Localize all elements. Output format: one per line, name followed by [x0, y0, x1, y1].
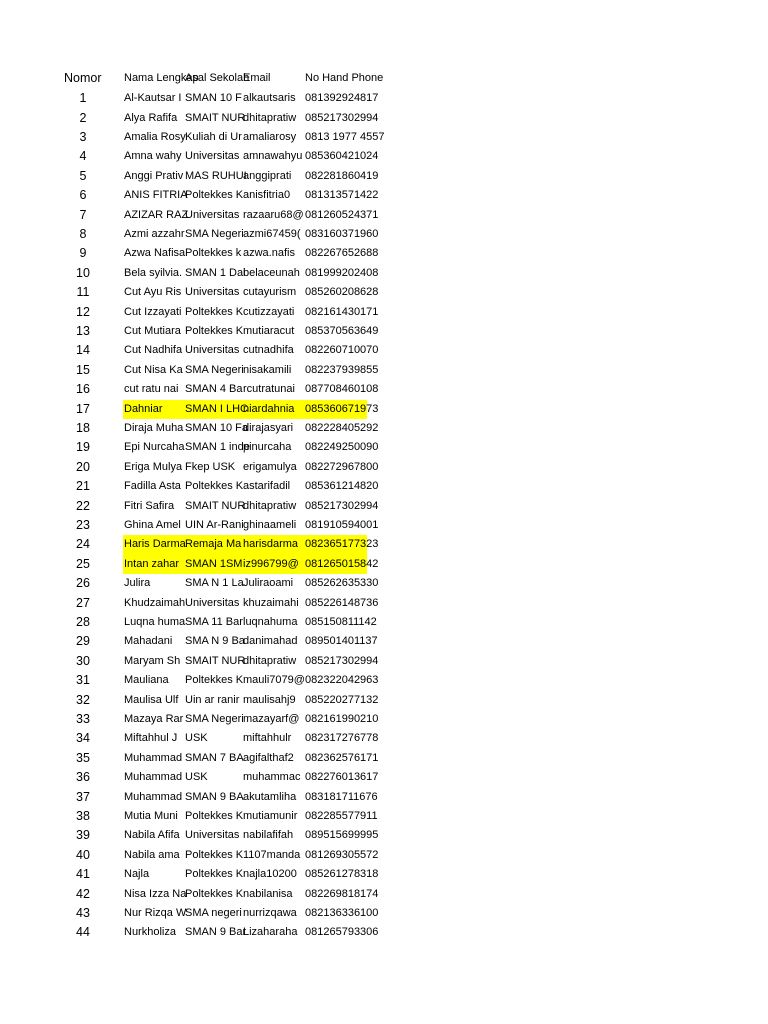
cell-email[interactable]: Lizaharaha — [243, 926, 298, 939]
cell-nomor[interactable]: 29 — [76, 634, 90, 649]
cell-asal[interactable]: Poltekkes K — [185, 848, 244, 861]
cell-asal[interactable]: SMAN 1 Dai — [185, 266, 246, 279]
cell-email[interactable]: azmi67459( — [243, 228, 301, 240]
cell-nomor[interactable]: 16 — [76, 382, 90, 397]
cell-email[interactable]: cutayurism — [243, 286, 297, 299]
cell-hp[interactable]: 082281860419 — [305, 169, 379, 182]
cell-hp[interactable]: 082237939855 — [305, 363, 379, 376]
cell-email[interactable]: pinurcaha — [243, 441, 292, 454]
cell-asal[interactable]: SMAN 1SM — [185, 557, 243, 570]
cell-nama[interactable]: Cut Nisa Ka — [124, 363, 183, 376]
cell-asal[interactable]: Universitas — [185, 344, 240, 357]
table-row — [0, 147, 768, 166]
cell-nomor[interactable]: 5 — [79, 168, 87, 183]
cell-hp[interactable]: 089515699995 — [305, 829, 379, 842]
table-row — [0, 613, 768, 632]
cell-nama[interactable]: Muhammad — [124, 790, 183, 803]
table-row — [0, 341, 768, 360]
cell-email[interactable]: cutnadhifa — [243, 344, 294, 357]
cell-hp[interactable]: 085261278318 — [305, 868, 379, 881]
cell-nama[interactable]: Alya Rafifa — [124, 111, 178, 124]
table-row — [0, 632, 768, 651]
cell-email[interactable]: belaceunah — [243, 266, 300, 279]
cell-asal[interactable]: SMA negeri — [185, 907, 242, 919]
cell-nomor[interactable]: 19 — [76, 440, 90, 455]
cell-nama[interactable]: Cut Nadhifa — [124, 344, 183, 357]
cell-asal[interactable]: Poltekkes K — [185, 305, 244, 318]
cell-nomor[interactable]: 10 — [76, 265, 90, 280]
table-row — [0, 671, 768, 690]
cell-nomor[interactable]: 12 — [76, 304, 90, 319]
cell-email[interactable]: dhitapratiw — [243, 654, 297, 667]
cell-nama[interactable]: cut ratu nai — [124, 383, 179, 396]
table-row — [0, 904, 768, 923]
cell-asal[interactable]: Poltekkes K — [185, 868, 244, 881]
cell-nama[interactable]: Amna wahy — [124, 150, 182, 163]
table-row — [0, 574, 768, 593]
cell-nomor[interactable]: 21 — [76, 479, 90, 494]
cell-nomor[interactable]: 3 — [79, 130, 87, 144]
cell-asal[interactable]: Uin ar ranir — [185, 693, 240, 706]
cell-hp[interactable]: 082272967800 — [305, 460, 379, 473]
cell-nomor[interactable]: 24 — [76, 537, 90, 552]
cell-hp[interactable]: 082365177323 — [305, 538, 379, 551]
cell-nama[interactable]: Julira — [124, 577, 151, 590]
cell-email[interactable]: nurrizqawa — [243, 907, 297, 919]
cell-hp[interactable]: 082228405292 — [305, 422, 379, 434]
cell-nama[interactable]: Al-Kautsar I — [124, 92, 182, 105]
table-row — [0, 555, 768, 574]
cell-hp[interactable]: 082249250090 — [305, 441, 379, 454]
cell-nama[interactable]: Epi Nurcaha — [124, 441, 185, 454]
cell-nomor[interactable]: 44 — [76, 925, 90, 940]
cell-nama[interactable]: Ghina Amel — [124, 519, 181, 531]
table-row — [0, 264, 768, 283]
cell-asal[interactable]: Universitas — [185, 596, 240, 609]
cell-asal[interactable]: Fkep USK — [185, 460, 236, 473]
cell-email[interactable]: miftahhulr — [243, 732, 292, 745]
cell-nomor[interactable]: 37 — [76, 789, 90, 804]
cell-asal[interactable]: SMAN I LHC — [185, 402, 248, 415]
cell-asal[interactable]: SMAN 4 Ba — [185, 383, 243, 396]
cell-asal[interactable]: SMAIT NUR — [185, 654, 246, 667]
cell-email[interactable]: anggiprati — [243, 169, 292, 182]
cell-nomor[interactable]: 15 — [76, 362, 90, 377]
cell-nomor[interactable]: 34 — [76, 731, 90, 746]
cell-hp[interactable]: 083181711676 — [305, 790, 378, 803]
cell-hp[interactable]: 085220277132 — [305, 693, 379, 706]
cell-nomor[interactable]: 41 — [76, 867, 90, 882]
cell-asal[interactable]: Universitas — [185, 150, 240, 163]
cell-nomor[interactable]: 30 — [76, 653, 90, 668]
cell-email[interactable]: dhitapratiw — [243, 499, 297, 512]
cell-hp[interactable]: 087708460108 — [305, 383, 379, 396]
cell-nama[interactable]: AZIZAR RAZ — [124, 208, 189, 221]
cell-nama[interactable]: Haris Darma — [124, 538, 186, 551]
cell-email[interactable]: najla10200 — [243, 868, 297, 881]
cell-nomor[interactable]: 7 — [79, 207, 87, 222]
cell-email[interactable]: astarifadil — [243, 480, 291, 493]
cell-hp[interactable]: 085217302994 — [305, 654, 379, 667]
cell-email[interactable]: mutiamunir — [243, 810, 298, 822]
cell-email[interactable]: erigamulya — [243, 460, 297, 473]
table-row — [0, 419, 768, 438]
cell-asal[interactable]: SMA Negeri — [185, 228, 244, 240]
table-row — [0, 807, 768, 826]
cell-nama[interactable]: Nabila Afifa — [124, 829, 180, 842]
table-row — [0, 458, 768, 477]
cell-asal[interactable]: Poltekkes K — [185, 325, 244, 337]
cell-nama[interactable]: Nurkholiza — [124, 926, 176, 939]
cell-email[interactable]: alkautsaris — [243, 92, 296, 105]
cell-nomor[interactable]: 9 — [79, 246, 87, 261]
table-row — [0, 768, 768, 787]
cell-asal[interactable]: Poltekkes K — [185, 810, 244, 822]
cell-asal[interactable]: SMA Negeri — [185, 363, 244, 376]
cell-hp[interactable]: 082260710070 — [305, 344, 379, 357]
cell-nama[interactable]: Mauliana — [124, 674, 169, 687]
table-row — [0, 283, 768, 302]
cell-nama[interactable]: Nisa Izza Na — [124, 887, 187, 900]
table-row — [0, 846, 768, 865]
cell-nomor[interactable]: 42 — [76, 886, 90, 901]
cell-nomor[interactable]: 40 — [76, 847, 90, 862]
table-row — [0, 167, 768, 186]
cell-hp[interactable]: 082161990210 — [305, 713, 379, 725]
cell-email[interactable]: dhitapratiw — [243, 111, 297, 124]
cell-hp[interactable]: 085260208628 — [305, 286, 379, 299]
cell-nama[interactable]: Cut Mutiara — [124, 325, 181, 337]
cell-nomor[interactable]: 39 — [76, 828, 90, 843]
cell-email[interactable]: danimahad — [243, 635, 298, 648]
cell-hp[interactable]: 081313571422 — [305, 189, 379, 202]
cell-hp[interactable]: 082362576171 — [305, 751, 379, 764]
cell-nama[interactable]: Muhammad — [124, 751, 183, 764]
cell-asal[interactable]: Poltekkes k — [185, 247, 242, 260]
table-row — [0, 109, 768, 128]
cell-nomor[interactable]: 26 — [76, 576, 90, 591]
cell-hp[interactable]: 081265015842 — [305, 557, 379, 570]
cell-nomor[interactable]: 20 — [76, 459, 90, 474]
cell-email[interactable]: mauli7079@ — [243, 674, 305, 687]
table-row — [0, 691, 768, 710]
cell-email[interactable]: khuzaimahi — [243, 596, 299, 609]
cell-nomor[interactable]: 11 — [76, 285, 90, 300]
cell-hp[interactable]: 085150811142 — [305, 616, 377, 628]
cell-email[interactable]: nisakamili — [243, 363, 292, 376]
cell-asal[interactable]: SMA N 9 Ba — [185, 635, 245, 648]
cell-nama[interactable]: ANIS FITRIA — [124, 189, 188, 202]
cell-email[interactable]: mutiaracut — [243, 325, 295, 337]
cell-hp[interactable]: 089501401137 — [305, 635, 378, 648]
table-row — [0, 594, 768, 613]
table-row — [0, 206, 768, 225]
header-nama[interactable]: Nama Lengkap — [124, 72, 199, 84]
cell-email[interactable]: akutamliha — [243, 790, 297, 803]
cell-email[interactable]: azwa.nafis — [243, 247, 295, 260]
cell-hp[interactable]: 085217302994 — [305, 111, 379, 124]
table-row — [0, 729, 768, 748]
cell-nama[interactable]: Fitri Safira — [124, 499, 175, 512]
cell-nomor[interactable]: 14 — [76, 343, 90, 358]
header-row — [0, 69, 768, 88]
cell-hp[interactable]: 085360671973 — [305, 402, 379, 415]
table-row — [0, 710, 768, 729]
table-row — [0, 885, 768, 904]
cell-nomor[interactable]: 18 — [76, 421, 90, 435]
cell-hp[interactable]: 082317276778 — [305, 732, 379, 745]
cell-email[interactable]: dirajasyari — [243, 422, 294, 434]
cell-nomor[interactable]: 1 — [79, 91, 87, 106]
table-row — [0, 535, 768, 554]
cell-asal[interactable]: USK — [185, 732, 208, 745]
cell-email[interactable]: rcutratunai — [243, 383, 295, 396]
table-row — [0, 516, 768, 535]
table-row — [0, 186, 768, 205]
cell-asal[interactable]: Kuliah di Ur — [185, 131, 242, 143]
cell-asal[interactable]: MAS RUHUI — [185, 169, 247, 182]
cell-asal[interactable]: SMAN 10 F — [185, 92, 242, 105]
cell-nomor[interactable]: 17 — [76, 401, 90, 416]
cell-nama[interactable]: Mahadani — [124, 635, 173, 648]
cell-hp[interactable]: 085262635330 — [305, 577, 379, 590]
cell-email[interactable]: razaaru68@ — [243, 208, 304, 221]
cell-email[interactable]: nabilafifah — [243, 829, 294, 842]
cell-hp[interactable]: 083160371960 — [305, 228, 379, 240]
cell-hp[interactable]: 082161430171 — [305, 305, 379, 318]
cell-nomor[interactable]: 27 — [76, 595, 90, 610]
cell-asal[interactable]: Universitas — [185, 286, 240, 299]
table-row — [0, 438, 768, 457]
cell-nomor[interactable]: 38 — [76, 809, 90, 823]
cell-hp[interactable]: 082285577911 — [305, 810, 378, 822]
cell-email[interactable]: cutizzayati — [243, 305, 295, 318]
table-row — [0, 826, 768, 845]
cell-nama[interactable]: Nabila ama — [124, 848, 180, 861]
header-email[interactable]: Email — [243, 72, 271, 84]
cell-nama[interactable]: Muhammad — [124, 771, 183, 784]
cell-hp[interactable]: 085370563649 — [305, 325, 379, 337]
cell-nama[interactable]: Maulisa Ulf — [124, 693, 179, 706]
cell-nomor[interactable]: 25 — [76, 556, 90, 571]
cell-nomor[interactable]: 35 — [76, 750, 90, 765]
header-hp[interactable]: No Hand Phone — [305, 72, 384, 84]
cell-nomor[interactable]: 6 — [79, 188, 87, 203]
table-row — [0, 361, 768, 380]
cell-nomor[interactable]: 2 — [79, 110, 87, 125]
cell-nama[interactable]: Maryam Sh — [124, 654, 181, 667]
cell-nama[interactable]: Najla — [124, 868, 150, 881]
cell-nama[interactable]: Intan zahar — [124, 557, 180, 570]
cell-email[interactable]: niardahnia — [243, 402, 295, 415]
table-row — [0, 497, 768, 516]
cell-hp[interactable]: 081269305572 — [305, 848, 379, 861]
cell-email[interactable]: amaliarosy — [243, 131, 297, 143]
cell-asal[interactable]: USK — [185, 771, 208, 784]
cell-email[interactable]: luqnahuma — [243, 616, 298, 628]
cell-nama[interactable]: Mazaya Rar — [124, 713, 184, 725]
header-asal[interactable]: Asal Sekolah — [185, 72, 250, 84]
cell-email[interactable]: nabilanisa — [243, 887, 293, 900]
cell-hp[interactable]: 0813 1977 4557 — [305, 131, 385, 143]
cell-asal[interactable]: SMAN 9 Bar — [185, 926, 247, 939]
cell-hp[interactable]: 082276013617 — [305, 771, 379, 784]
cell-asal[interactable]: Universitas — [185, 208, 240, 221]
cell-nomor[interactable]: 8 — [79, 227, 87, 241]
cell-hp[interactable]: 082322042963 — [305, 674, 379, 687]
table-row — [0, 477, 768, 496]
cell-hp[interactable]: 085360421024 — [305, 150, 379, 163]
cell-nama[interactable]: Mutia Muni — [124, 810, 178, 822]
cell-nomor[interactable]: 36 — [76, 770, 90, 785]
cell-nomor[interactable]: 22 — [76, 498, 90, 513]
cell-nomor[interactable]: 32 — [76, 692, 90, 707]
cell-asal[interactable]: SMAIT NUR — [185, 499, 246, 512]
cell-nama[interactable]: Azwa Nafisa — [124, 247, 186, 260]
cell-nama[interactable]: Fadilla Asta — [124, 480, 181, 493]
cell-asal[interactable]: Poltekkes K — [185, 674, 244, 687]
cell-hp[interactable]: 082269818174 — [305, 887, 379, 900]
cell-nama[interactable]: Miftahhul J — [124, 732, 178, 745]
cell-nama[interactable]: Diraja Muha — [124, 422, 184, 434]
table-row — [0, 303, 768, 322]
cell-email[interactable]: ghinaameli — [243, 519, 297, 531]
cell-nama[interactable]: Azmi azzahr — [124, 228, 185, 240]
cell-email[interactable]: harisdarma — [243, 538, 299, 551]
cell-hp[interactable]: 081910594001 — [305, 519, 379, 531]
cell-nama[interactable]: Nur Rizqa W — [124, 907, 187, 919]
table-row — [0, 923, 768, 942]
cell-asal[interactable]: SMAN 1 inde — [185, 441, 250, 454]
table-row — [0, 400, 768, 419]
cell-asal[interactable]: SMA N 1 La — [185, 577, 244, 590]
cell-nama[interactable]: Cut Ayu Ris — [124, 286, 182, 299]
table-row — [0, 128, 768, 147]
cell-nomor[interactable]: 4 — [79, 149, 87, 164]
cell-email[interactable]: maulisahj9 — [243, 693, 296, 706]
cell-email[interactable]: amnawahyu — [243, 150, 303, 163]
table-row — [0, 865, 768, 884]
table-row — [0, 380, 768, 399]
cell-nomor[interactable]: 43 — [76, 906, 90, 920]
table-row — [0, 788, 768, 807]
cell-nomor[interactable]: 28 — [76, 615, 90, 629]
cell-asal[interactable]: Universitas — [185, 829, 240, 842]
cell-asal[interactable]: SMAN 9 BA — [185, 790, 244, 803]
cell-asal[interactable]: Remaja Ma — [185, 538, 242, 551]
cell-nomor[interactable]: 31 — [76, 673, 90, 688]
cell-hp[interactable]: 081392924817 — [305, 92, 379, 105]
cell-nomor[interactable]: 33 — [76, 712, 90, 726]
cell-email[interactable]: agifalthaf2 — [243, 751, 294, 764]
cell-hp[interactable]: 082136336100 — [305, 907, 379, 919]
table-row — [0, 322, 768, 341]
cell-asal[interactable]: SMAN 7 BA — [185, 751, 244, 764]
cell-nama[interactable]: Cut Izzayati — [124, 305, 182, 318]
cell-asal[interactable]: SMA Negeri — [185, 713, 244, 725]
cell-nama[interactable]: Eriga Mulya — [124, 460, 183, 473]
cell-asal[interactable]: SMAN 10 Fa — [185, 422, 248, 434]
cell-hp[interactable]: 081999202408 — [305, 266, 379, 279]
cell-asal[interactable]: SMAIT NUR — [185, 111, 246, 124]
cell-email[interactable]: mazayarf@ — [243, 713, 300, 725]
table-row — [0, 749, 768, 768]
cell-hp[interactable]: 085361214820 — [305, 480, 379, 493]
cell-hp[interactable]: 082267652688 — [305, 247, 379, 260]
cell-nomor[interactable]: 13 — [76, 324, 90, 338]
cell-nomor[interactable]: 23 — [76, 518, 90, 532]
cell-email[interactable]: 1107manda — [243, 848, 301, 861]
table-row — [0, 89, 768, 108]
table-row — [0, 652, 768, 671]
cell-nama[interactable]: Amalia Rosy — [124, 131, 186, 143]
table-row — [0, 225, 768, 244]
cell-hp[interactable]: 085217302994 — [305, 499, 379, 512]
cell-asal[interactable]: Poltekkes K — [185, 887, 244, 900]
cell-email[interactable]: Juliraoami — [243, 577, 294, 590]
table-row — [0, 244, 768, 263]
cell-asal[interactable]: SMA 11 Bar — [185, 616, 243, 628]
cell-hp[interactable]: 081265793306 — [305, 926, 379, 939]
cell-nama[interactable]: Bela syilvia. — [124, 266, 183, 279]
cell-nama[interactable]: Luqna huma — [124, 616, 186, 628]
cell-email[interactable]: muhammac — [243, 771, 301, 784]
cell-asal[interactable]: Poltekkes K — [185, 189, 244, 202]
cell-hp[interactable]: 085226148736 — [305, 596, 379, 609]
cell-email[interactable]: anisfitria0 — [243, 189, 291, 202]
cell-email[interactable]: iz996799@ — [243, 557, 299, 570]
cell-nama[interactable]: Anggi Prativ — [124, 169, 184, 182]
cell-nama[interactable]: Khudzaimah — [124, 596, 186, 609]
cell-asal[interactable]: UIN Ar-Rani — [185, 519, 244, 531]
cell-asal[interactable]: Poltekkes K — [185, 480, 244, 493]
cell-hp[interactable]: 081260524371 — [305, 208, 379, 221]
cell-nama[interactable]: Dahniar — [124, 402, 163, 415]
header-nomor[interactable]: Nomor — [64, 71, 102, 85]
